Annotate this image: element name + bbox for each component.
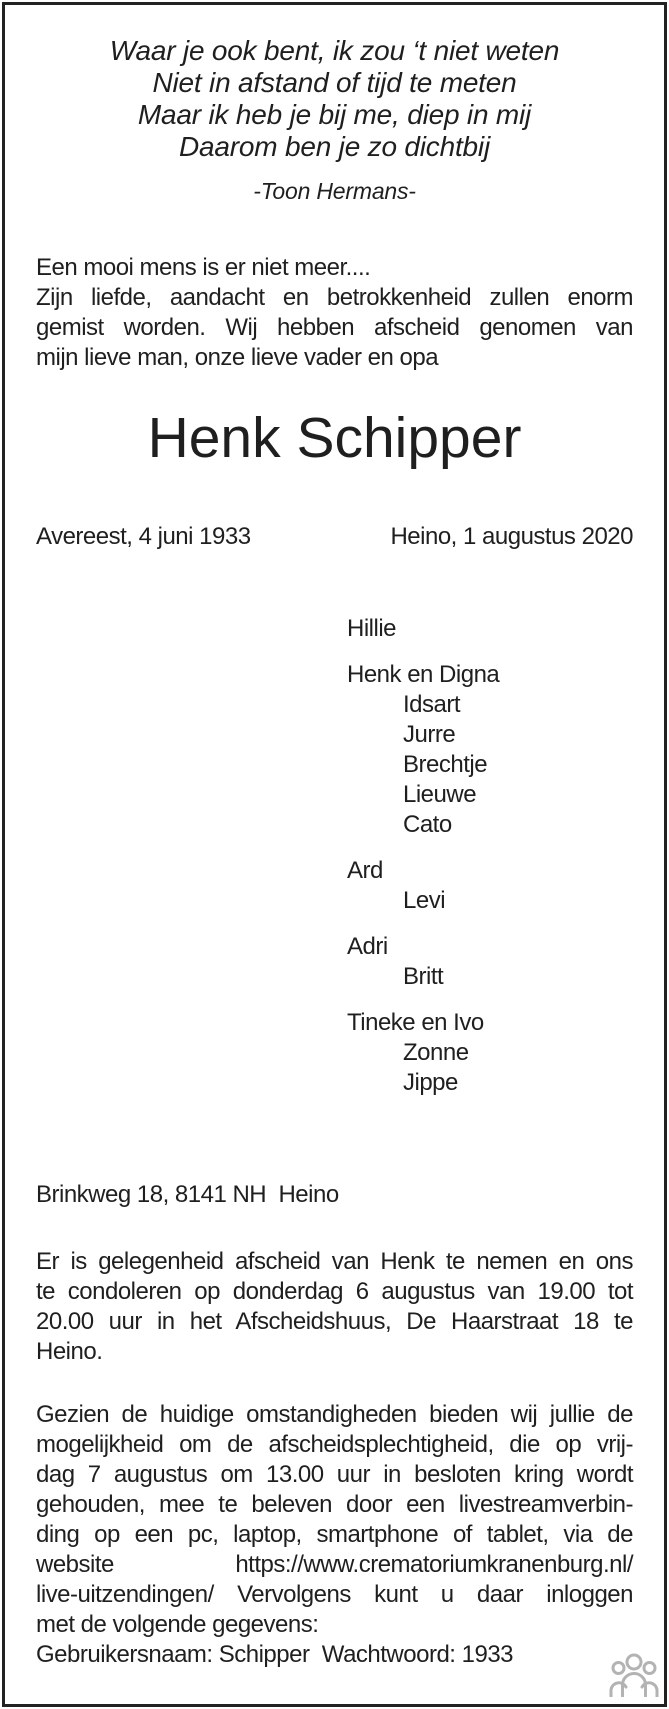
family-group-head: Ard (347, 857, 383, 884)
poem-line: Niet in afstand of tijd te meten (152, 67, 517, 98)
family-group-child: Jippe (403, 1069, 458, 1096)
poem (36, 35, 633, 163)
livestream-line: ding op een pc, laptop, smartphone of tablet, via de (36, 1521, 633, 1548)
livestream-line: live-uitzendingen/ Vervolgens kunt u daar inloggen (36, 1581, 633, 1608)
family-group-child: Zonne (403, 1039, 469, 1066)
family-group (347, 856, 633, 916)
livestream-paragraph (36, 1400, 633, 1670)
family-group (347, 932, 633, 992)
family-group-head: Tineke en Ivo (347, 1009, 484, 1036)
condolence-line: Er is gelegenheid afscheid van Henk te nemen en ons (36, 1248, 633, 1275)
condolence-line: Heino. (36, 1338, 103, 1365)
poem-attribution: -Toon Hermans- (253, 178, 416, 204)
intro-line: Zijn liefde, aandacht en betrokkenheid zullen enorm (36, 284, 633, 311)
family-group (347, 614, 633, 644)
family-group-child: Britt (403, 963, 444, 990)
family-group-child: Idsart (403, 691, 461, 718)
livestream-line: website https://www.crematoriumkranenburg.nl/ (36, 1551, 633, 1578)
family-group-child: Jurre (403, 721, 456, 748)
intro-line: gemist worden. Wij hebben afscheid genomen van (36, 314, 633, 341)
family-group-child: Brechtje (403, 751, 488, 778)
intro-line: mijn lieve man, onze lieve vader en opa (36, 344, 439, 371)
condolence-line: te condoleren op donderdag 6 augustus van 19.00 tot (36, 1278, 633, 1305)
family-names (347, 614, 633, 1098)
family-group (347, 660, 633, 840)
obituary-card (2, 2, 667, 1707)
poem-line: Daarom ben je zo dichtbij (179, 131, 490, 162)
intro-line: Een mooi mens is er niet meer.... (36, 254, 371, 281)
condolence-paragraph (36, 1247, 633, 1367)
family-group-head: Hillie (347, 615, 397, 642)
family-icon (608, 1653, 660, 1697)
livestream-line: met de volgende gegevens: (36, 1611, 319, 1638)
family-group-head: Henk en Digna (347, 661, 500, 688)
deceased-name: Henk Schipper (147, 406, 522, 470)
birth-date: Avereest, 4 juni 1933 (36, 523, 251, 550)
death-date: Heino, 1 augustus 2020 (390, 523, 633, 550)
livestream-line: dag 7 augustus om 13.00 uur in besloten kring wordt (36, 1461, 633, 1488)
family-group-child: Lieuwe (403, 781, 477, 808)
dates-row (36, 522, 633, 552)
family-group-child: Levi (403, 887, 446, 914)
family-group-head: Adri (347, 933, 388, 960)
livestream-line: gehouden, mee te beleven door een livestreamverbin- (36, 1491, 633, 1518)
livestream-line: Gebruikersnaam: Schipper Wachtwoord: 1933 (36, 1641, 514, 1668)
poem-line: Waar je ook bent, ik zou ‘t niet weten (109, 35, 560, 66)
family-group-child: Cato (403, 811, 452, 838)
intro-paragraph (36, 253, 633, 373)
poem-line: Maar ik heb je bij me, diep in mij (137, 99, 532, 130)
condolence-line: 20.00 uur in het Afscheidshuus, De Haarstraat 18 te (36, 1308, 633, 1335)
family-group (347, 1008, 633, 1098)
address: Brinkweg 18, 8141 NH Heino (36, 1181, 339, 1208)
livestream-line: Gezien de huidige omstandigheden bieden wij jullie de (36, 1401, 633, 1428)
livestream-line: mogelijkheid om de afscheidsplechtigheid, die op vrij- (36, 1431, 633, 1458)
